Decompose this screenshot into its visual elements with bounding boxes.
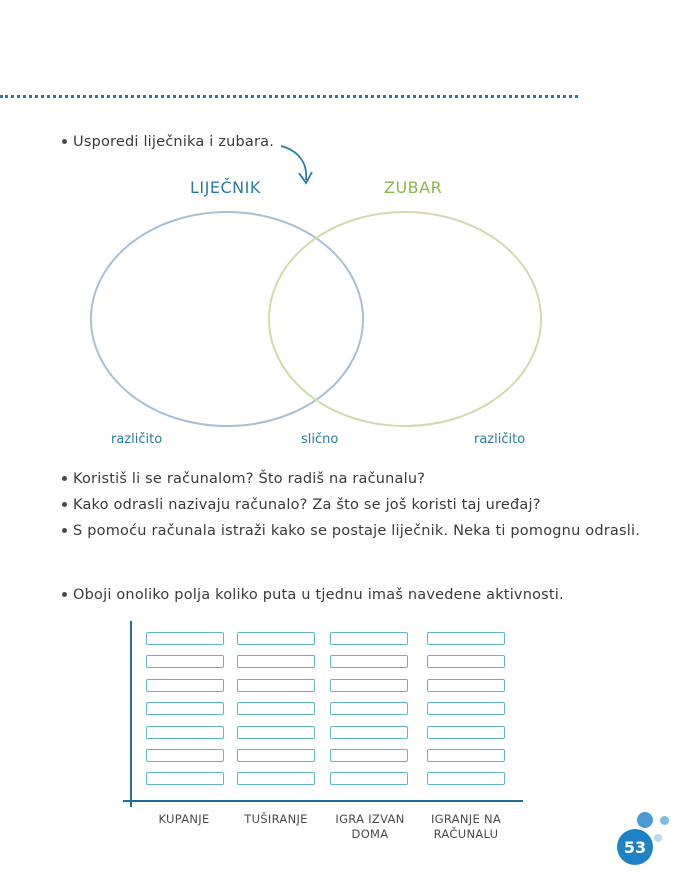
y-axis: [130, 621, 132, 807]
color-cell[interactable]: [237, 655, 315, 668]
venn-left-title: LIJEČNIK: [190, 178, 261, 197]
column-label-igra-izvan-doma: IGRA IZVAN DOMA: [335, 812, 405, 841]
color-cell[interactable]: [427, 679, 505, 692]
color-cell[interactable]: [330, 726, 408, 739]
color-cell[interactable]: [330, 655, 408, 668]
bullet-dot: [62, 476, 67, 481]
venn-left-circle: [91, 212, 363, 426]
venn-right-circle: [269, 212, 541, 426]
question-1: Koristiš li se računalom? Što radiš na računalu?: [62, 471, 425, 487]
color-cell[interactable]: [427, 702, 505, 715]
bullet-dot: [62, 592, 67, 597]
color-cell[interactable]: [427, 655, 505, 668]
color-cell[interactable]: [146, 726, 224, 739]
column-label-kupanje: KUPANJE: [158, 812, 210, 826]
venn-right-title: ZUBAR: [384, 178, 443, 197]
color-cell[interactable]: [427, 772, 505, 785]
color-cell[interactable]: [330, 749, 408, 762]
color-cell[interactable]: [330, 702, 408, 715]
color-cell[interactable]: [237, 679, 315, 692]
color-cell[interactable]: [237, 749, 315, 762]
color-cell[interactable]: [330, 632, 408, 645]
column-label-igranje-na-racunalu: IGRANJE NA RAČUNALU: [430, 812, 502, 841]
compare-instruction: Usporedi liječnika i zubara.: [62, 134, 274, 150]
decor-bubble: [660, 816, 669, 825]
color-cell[interactable]: [146, 632, 224, 645]
bullet-dot: [62, 502, 67, 507]
color-cell[interactable]: [427, 726, 505, 739]
decor-bubble: [654, 834, 662, 842]
venn-right-label: različito: [474, 432, 526, 447]
color-cell[interactable]: [237, 726, 315, 739]
page-number: 53: [617, 829, 653, 865]
color-cell[interactable]: [237, 702, 315, 715]
bullet-dot: [62, 528, 67, 533]
decor-bubble: [637, 812, 653, 828]
color-cell[interactable]: [427, 632, 505, 645]
color-cell[interactable]: [427, 749, 505, 762]
column-label-tusiranje: TUŠIRANJE: [244, 812, 308, 826]
color-cell[interactable]: [146, 702, 224, 715]
color-cell[interactable]: [330, 679, 408, 692]
color-cell[interactable]: [237, 772, 315, 785]
color-cell[interactable]: [237, 632, 315, 645]
color-cell[interactable]: [146, 749, 224, 762]
activity-instruction: Oboji onoliko polja koliko puta u tjednu imaš navedene aktivnosti.: [62, 587, 564, 603]
color-cell[interactable]: [146, 655, 224, 668]
venn-left-label: različito: [111, 432, 163, 447]
question-2: Kako odrasli nazivaju računalo? Za što se još koristi taj uređaj?: [62, 497, 541, 513]
question-3: S pomoću računala istraži kako se postaje liječnik. Neka ti pomognu odrasli.: [62, 523, 640, 539]
venn-middle-label: slično: [301, 432, 339, 447]
color-cell[interactable]: [330, 772, 408, 785]
color-cell[interactable]: [146, 772, 224, 785]
color-cell[interactable]: [146, 679, 224, 692]
x-axis: [123, 800, 523, 802]
